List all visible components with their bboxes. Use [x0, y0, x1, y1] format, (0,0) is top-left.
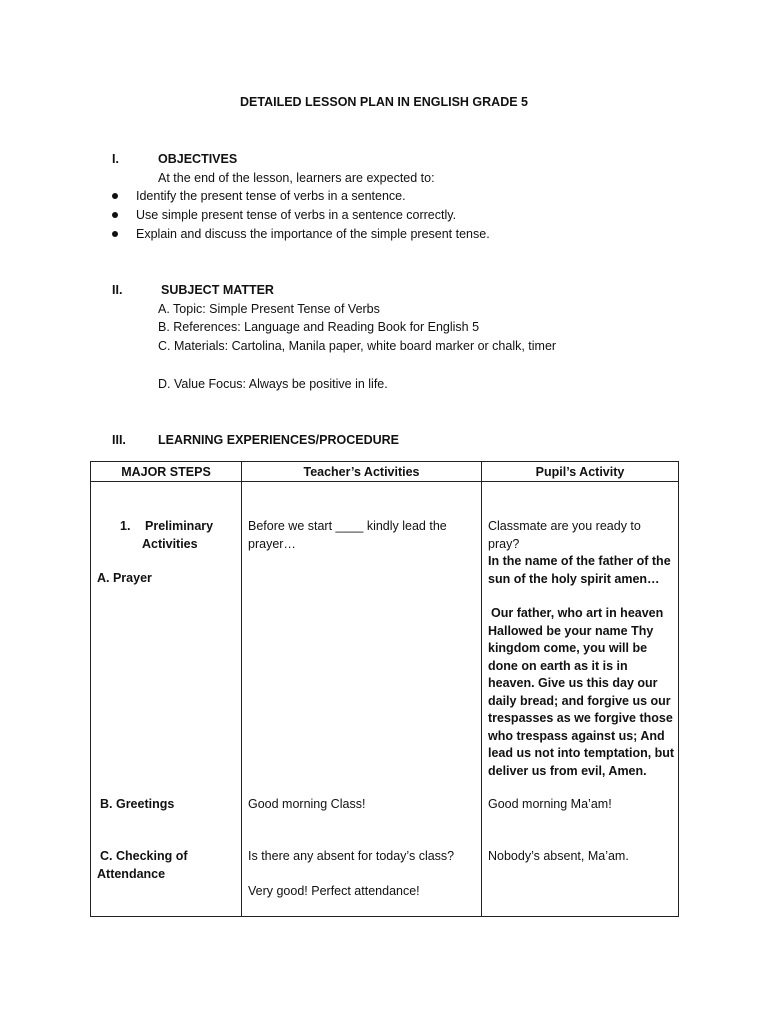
pupil-greeting-text: Good morning Ma’am!	[488, 797, 612, 811]
bullet-icon	[112, 231, 118, 237]
objective-item: Explain and discuss the importance of the simple present tense.	[136, 227, 490, 241]
column-header-teacher: Teacher’s Activities	[242, 462, 482, 482]
pupil-our-father: Our father, who art in heaven Hallowed be your name Thy kingdom come, you will be done on earth as it is in heaven. Give us this day our daily bread; and forgive us our trespasses as we forgive those who trespass against us; And lead us not into temptation, but deliver us from evil, Amen.	[488, 606, 675, 778]
teacher-prayer-text: Before we start ____ kindly lead the prayer…	[248, 519, 447, 551]
objective-item: Use simple present tense of verbs in a sentence correctly.	[136, 208, 457, 222]
column-header-major-steps: MAJOR STEPS	[91, 462, 242, 482]
section-1-numeral: I.	[112, 152, 119, 166]
procedure-table	[90, 461, 679, 917]
step-greetings: B. Greetings	[100, 797, 175, 811]
references-line: B. References: Language and Reading Book for English 5	[158, 320, 480, 334]
section-3-numeral: III.	[112, 433, 126, 447]
materials-line: C. Materials: Cartolina, Manila paper, white board marker or chalk, timer	[158, 339, 557, 353]
bullet-icon	[112, 212, 118, 218]
teacher-greeting-text: Good morning Class!	[248, 797, 366, 811]
pupil-attendance-text: Nobody’s absent, Ma’am.	[488, 849, 629, 863]
objectives-heading: OBJECTIVES	[158, 152, 238, 166]
table-row	[91, 482, 679, 917]
teacher-attendance-response: Very good! Perfect attendance!	[248, 884, 420, 898]
document-title: DETAILED LESSON PLAN IN ENGLISH GRADE 5	[240, 95, 528, 109]
bullet-icon	[112, 193, 118, 199]
column-header-pupil: Pupil’s Activity	[482, 462, 679, 482]
value-focus-line: D. Value Focus: Always be positive in life.	[158, 377, 388, 391]
pupil-ready-text: Classmate are you ready to pray?	[488, 519, 641, 551]
step-number: 1.	[120, 519, 131, 533]
subject-matter-heading: SUBJECT MATTER	[161, 283, 274, 297]
objectives-intro: At the end of the lesson, learners are expected to:	[158, 171, 435, 185]
step-checking: C. Checking of	[100, 849, 188, 863]
step-preliminary: Preliminary	[145, 519, 214, 533]
step-attendance: Attendance	[97, 867, 166, 881]
pupil-sign-of-cross: In the name of the father of the sun of the holy spirit amen…	[488, 554, 671, 586]
section-2-numeral: II.	[112, 283, 123, 297]
objective-item: Identify the present tense of verbs in a sentence.	[136, 189, 406, 203]
pupil-activity-cell	[482, 482, 679, 917]
procedure-heading: LEARNING EXPERIENCES/PROCEDURE	[158, 433, 400, 447]
teacher-attendance-question: Is there any absent for today’s class?	[248, 849, 455, 863]
table-header-row	[91, 462, 679, 482]
teacher-activities-cell	[242, 482, 482, 917]
step-activities: Activities	[142, 537, 198, 551]
major-steps-cell	[91, 482, 242, 917]
topic-line: A. Topic: Simple Present Tense of Verbs	[158, 302, 380, 316]
step-prayer: A. Prayer	[97, 571, 152, 585]
